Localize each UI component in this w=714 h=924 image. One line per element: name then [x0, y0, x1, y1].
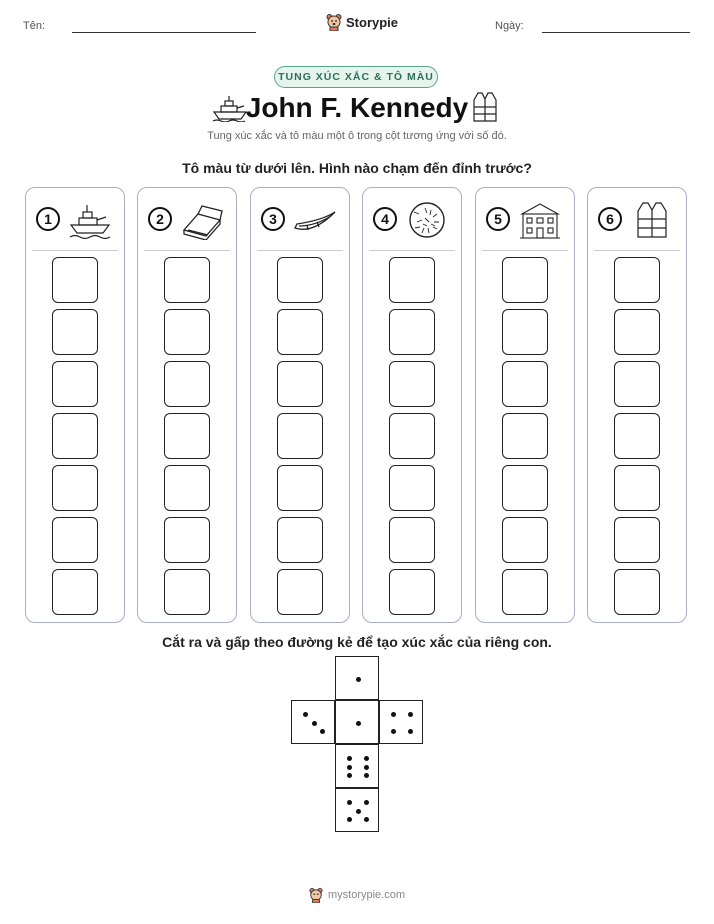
column-divider [594, 250, 680, 251]
instruction-cut: Cắt ra và gấp theo đường kẻ để tạo xúc xắc của riêng con. [162, 634, 552, 650]
color-cell[interactable] [614, 361, 660, 407]
color-cell[interactable] [164, 569, 210, 615]
bear-logo-icon [326, 13, 342, 31]
color-cell[interactable] [389, 465, 435, 511]
dice-face-top [335, 656, 379, 700]
dice-pip [347, 765, 352, 770]
color-cell[interactable] [52, 309, 98, 355]
instruction-color: Tô màu từ dưới lên. Hình nào chạm đến đỉnh trước? [182, 160, 532, 176]
color-cell[interactable] [614, 413, 660, 459]
column-number: 6 [598, 207, 622, 231]
column-5 [475, 187, 575, 623]
color-cell[interactable] [389, 517, 435, 563]
dice-face-lower [335, 744, 379, 788]
color-cell[interactable] [277, 257, 323, 303]
dice-pip [391, 712, 396, 717]
color-cell[interactable] [389, 257, 435, 303]
bear-logo-icon [309, 887, 323, 903]
dice-pip [364, 765, 369, 770]
canoe-icon [293, 200, 337, 240]
dice-face-bottom [335, 788, 379, 832]
boat-icon [68, 200, 112, 240]
column-6 [587, 187, 687, 623]
color-cell[interactable] [52, 413, 98, 459]
dice-pip [347, 756, 352, 761]
book-icon [180, 200, 224, 240]
column-number: 3 [261, 207, 285, 231]
dice-pip [312, 721, 317, 726]
column-divider [257, 250, 343, 251]
logo-text: Storypie [346, 14, 399, 30]
column-number: 5 [486, 207, 510, 231]
life-vest-icon [630, 200, 674, 240]
house-icon [518, 200, 562, 240]
storypie-logo [326, 13, 398, 31]
color-cell[interactable] [389, 361, 435, 407]
color-cell[interactable] [277, 309, 323, 355]
dice-pip [320, 729, 325, 734]
column-divider [482, 250, 568, 251]
color-cell[interactable] [277, 361, 323, 407]
color-cell[interactable] [164, 361, 210, 407]
dice-pip [364, 756, 369, 761]
color-cell[interactable] [502, 569, 548, 615]
color-cell[interactable] [164, 517, 210, 563]
column-1 [25, 187, 125, 623]
subtitle: Tung xúc xắc và tô màu một ô trong cột tương ứng với số đó. [207, 130, 507, 142]
column-2 [137, 187, 237, 623]
dice-face-right [379, 700, 423, 744]
color-cell[interactable] [389, 309, 435, 355]
life-vest-icon [470, 90, 500, 124]
column-number: 4 [373, 207, 397, 231]
page-title: John F. Kennedy [245, 92, 469, 123]
color-cell[interactable] [502, 309, 548, 355]
column-number: 1 [36, 207, 60, 231]
color-cell[interactable] [52, 257, 98, 303]
dice-pip [408, 729, 413, 734]
color-cell[interactable] [277, 517, 323, 563]
activity-badge: TUNG XÚC XẮC & TÔ MÀU [274, 66, 438, 88]
color-cell[interactable] [614, 465, 660, 511]
dice-pip [347, 817, 352, 822]
color-cell[interactable] [164, 257, 210, 303]
dice-pip [347, 800, 352, 805]
name-label: Tên: [23, 20, 46, 32]
dice-pip [303, 712, 308, 717]
color-cell[interactable] [277, 569, 323, 615]
color-cell[interactable] [614, 309, 660, 355]
color-cell[interactable] [389, 413, 435, 459]
column-divider [32, 250, 118, 251]
color-cell[interactable] [389, 569, 435, 615]
name-line [72, 32, 256, 33]
color-cell[interactable] [502, 361, 548, 407]
color-cell[interactable] [164, 309, 210, 355]
dice-face-center [335, 700, 379, 744]
color-cell[interactable] [164, 465, 210, 511]
footer-url: mystorypie.com [327, 889, 406, 901]
date-label: Ngày: [495, 20, 524, 32]
color-cell[interactable] [52, 465, 98, 511]
dice-pip [364, 800, 369, 805]
column-number: 2 [148, 207, 172, 231]
color-cell[interactable] [277, 413, 323, 459]
date-line [542, 32, 690, 33]
column-4 [362, 187, 462, 623]
dice-pip [364, 773, 369, 778]
color-cell[interactable] [277, 465, 323, 511]
color-cell[interactable] [614, 517, 660, 563]
color-cell[interactable] [52, 569, 98, 615]
color-cell[interactable] [502, 257, 548, 303]
footer [0, 887, 714, 903]
dice-pip [356, 721, 361, 726]
dice-pip [408, 712, 413, 717]
dice-pip [391, 729, 396, 734]
color-cell[interactable] [164, 413, 210, 459]
dice-pip [347, 773, 352, 778]
color-cell[interactable] [502, 465, 548, 511]
column-3 [250, 187, 350, 623]
color-cell[interactable] [614, 257, 660, 303]
color-cell[interactable] [52, 361, 98, 407]
color-cell[interactable] [52, 517, 98, 563]
color-cell[interactable] [502, 413, 548, 459]
dice-pip [356, 809, 361, 814]
column-divider [369, 250, 455, 251]
dice-face-left [291, 700, 335, 744]
color-cell[interactable] [502, 517, 548, 563]
coconut-icon [405, 200, 449, 240]
column-divider [144, 250, 230, 251]
dice-pip [364, 817, 369, 822]
dice-pip [356, 677, 361, 682]
color-cell[interactable] [614, 569, 660, 615]
